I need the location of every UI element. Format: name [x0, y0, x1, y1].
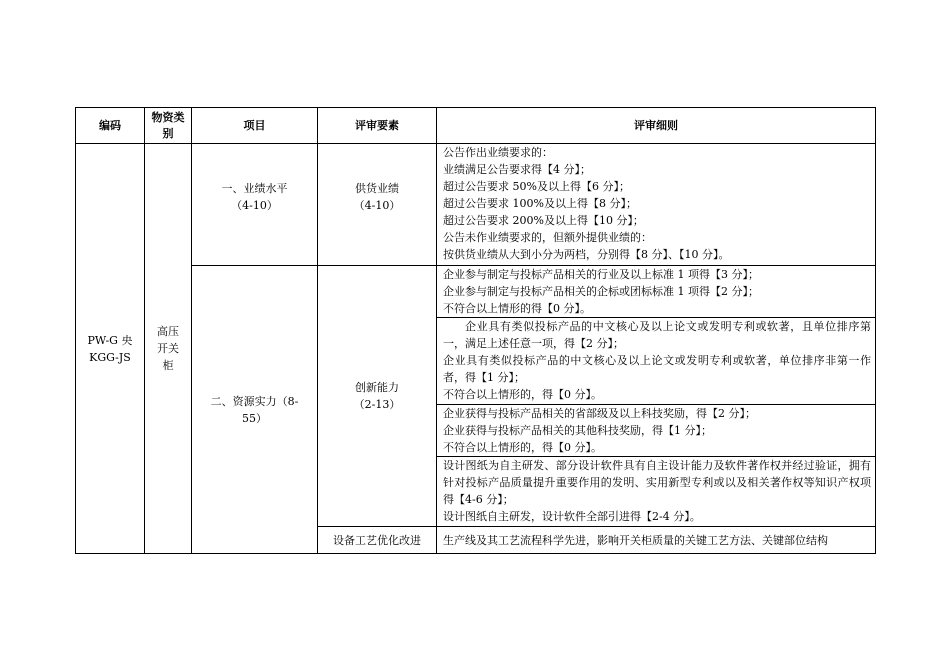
element-supply-range: （4-10）: [353, 198, 401, 212]
category-text: 高压开关柜: [157, 325, 179, 372]
detail-paragraph: 企业具有类似投标产品的中文核心及以上论文或发明专利或软著，单位排序非第一作者，得【1 分】；: [443, 354, 871, 384]
detail-line: 业绩满足公告要求得【4 分】；: [443, 163, 591, 176]
item-resources-name: 二、资源实力（8-55）: [210, 394, 299, 425]
header-row: [76, 108, 876, 144]
detail-performance-cell: [437, 144, 876, 266]
category-cell: [145, 144, 192, 554]
detail-line: 超过公告要求 100%及以上得【8 分】；: [443, 197, 637, 210]
element-supply-name: 供货业绩: [355, 181, 399, 195]
header-element: 评审要素: [318, 108, 437, 144]
code-cell: [76, 144, 145, 554]
detail-innovation-3-cell: [437, 405, 876, 457]
header-detail: 评审细则: [437, 108, 876, 144]
element-process-name: 设备工艺优化改进: [333, 533, 421, 547]
detail-line: 企业参与制定与投标产品相关的行业及以上标准 1 项得【3 分】；: [443, 268, 759, 281]
detail-paragraph: 设计图纸为自主研发、部分设计软件具有自主设计能力及软件著作权并经过验证，拥有针对投标产品质量提升重要作用的发明、实用新型专利或以及相关著作权等知识产权项得【4-6 分】；: [443, 459, 871, 506]
detail-line: 超过公告要求 200%及以上得【10 分】；: [443, 214, 644, 227]
detail-line: 企业获得与投标产品相关的其他科技奖励，得【1 分】；: [443, 424, 712, 437]
item-resources-cell: [192, 266, 318, 554]
table-row-performance: [76, 144, 876, 266]
detail-line: 公告未作业绩要求的，但额外提供业绩的：: [443, 231, 652, 244]
detail-process-cell: [437, 527, 876, 554]
item-performance-cell: [192, 144, 318, 266]
detail-innovation-1-cell: [437, 266, 876, 318]
element-supply-cell: [318, 144, 437, 266]
evaluation-table: [75, 107, 876, 554]
header-category: [145, 108, 192, 144]
detail-line: 公告作出业绩要求的：: [443, 146, 553, 159]
element-innovation-cell: [318, 266, 437, 527]
header-code: 编码: [76, 108, 145, 144]
detail-line: 企业获得与投标产品相关的省部级及以上科技奖励，得【2 分】；: [443, 407, 756, 420]
detail-paragraph: 企业具有类似投标产品的中文核心及以上论文或发明专利或软著，且单位排序第一，满足上述任意一项，得【2 分】；: [443, 320, 871, 350]
element-innovation-range: （2-13）: [353, 398, 401, 411]
element-innovation-name: 创新能力: [355, 381, 399, 394]
detail-line: 设计图纸自主研发，设计软件全部引进得【2-4 分】。: [443, 510, 701, 523]
detail-line: 按供货业绩从大到小分为两档，分别得【8 分】、【10 分】。: [443, 248, 730, 261]
detail-innovation-4-cell: [437, 457, 876, 527]
code-text: PW-G 央KGG-JS: [87, 333, 133, 364]
detail-line: 不符合以上情形的得【0 分】。: [443, 302, 591, 315]
item-performance-name: 一、业绩水平: [221, 181, 288, 195]
item-performance-range: （4-10）: [231, 198, 278, 212]
header-item: 项目: [192, 108, 318, 144]
detail-line: 生产线及其工艺流程科学先进，影响开关柜质量的关键工艺方法、关键部位结构: [443, 533, 828, 547]
element-process-cell: [318, 527, 437, 554]
detail-line: 不符合以上情形的，得【0 分】。: [443, 441, 602, 454]
header-category-label: 物资类别: [151, 110, 185, 140]
detail-innovation-2-cell: [437, 318, 876, 405]
detail-line: 不符合以上情形的，得【0 分】。: [443, 388, 602, 401]
table-row-innovation-1: [76, 266, 876, 318]
detail-line: 超过公告要求 50%及以上得【6 分】；: [443, 180, 630, 193]
detail-line: 企业参与制定与投标产品相关的企标或团标标准 1 项得【2 分】；: [443, 285, 759, 298]
